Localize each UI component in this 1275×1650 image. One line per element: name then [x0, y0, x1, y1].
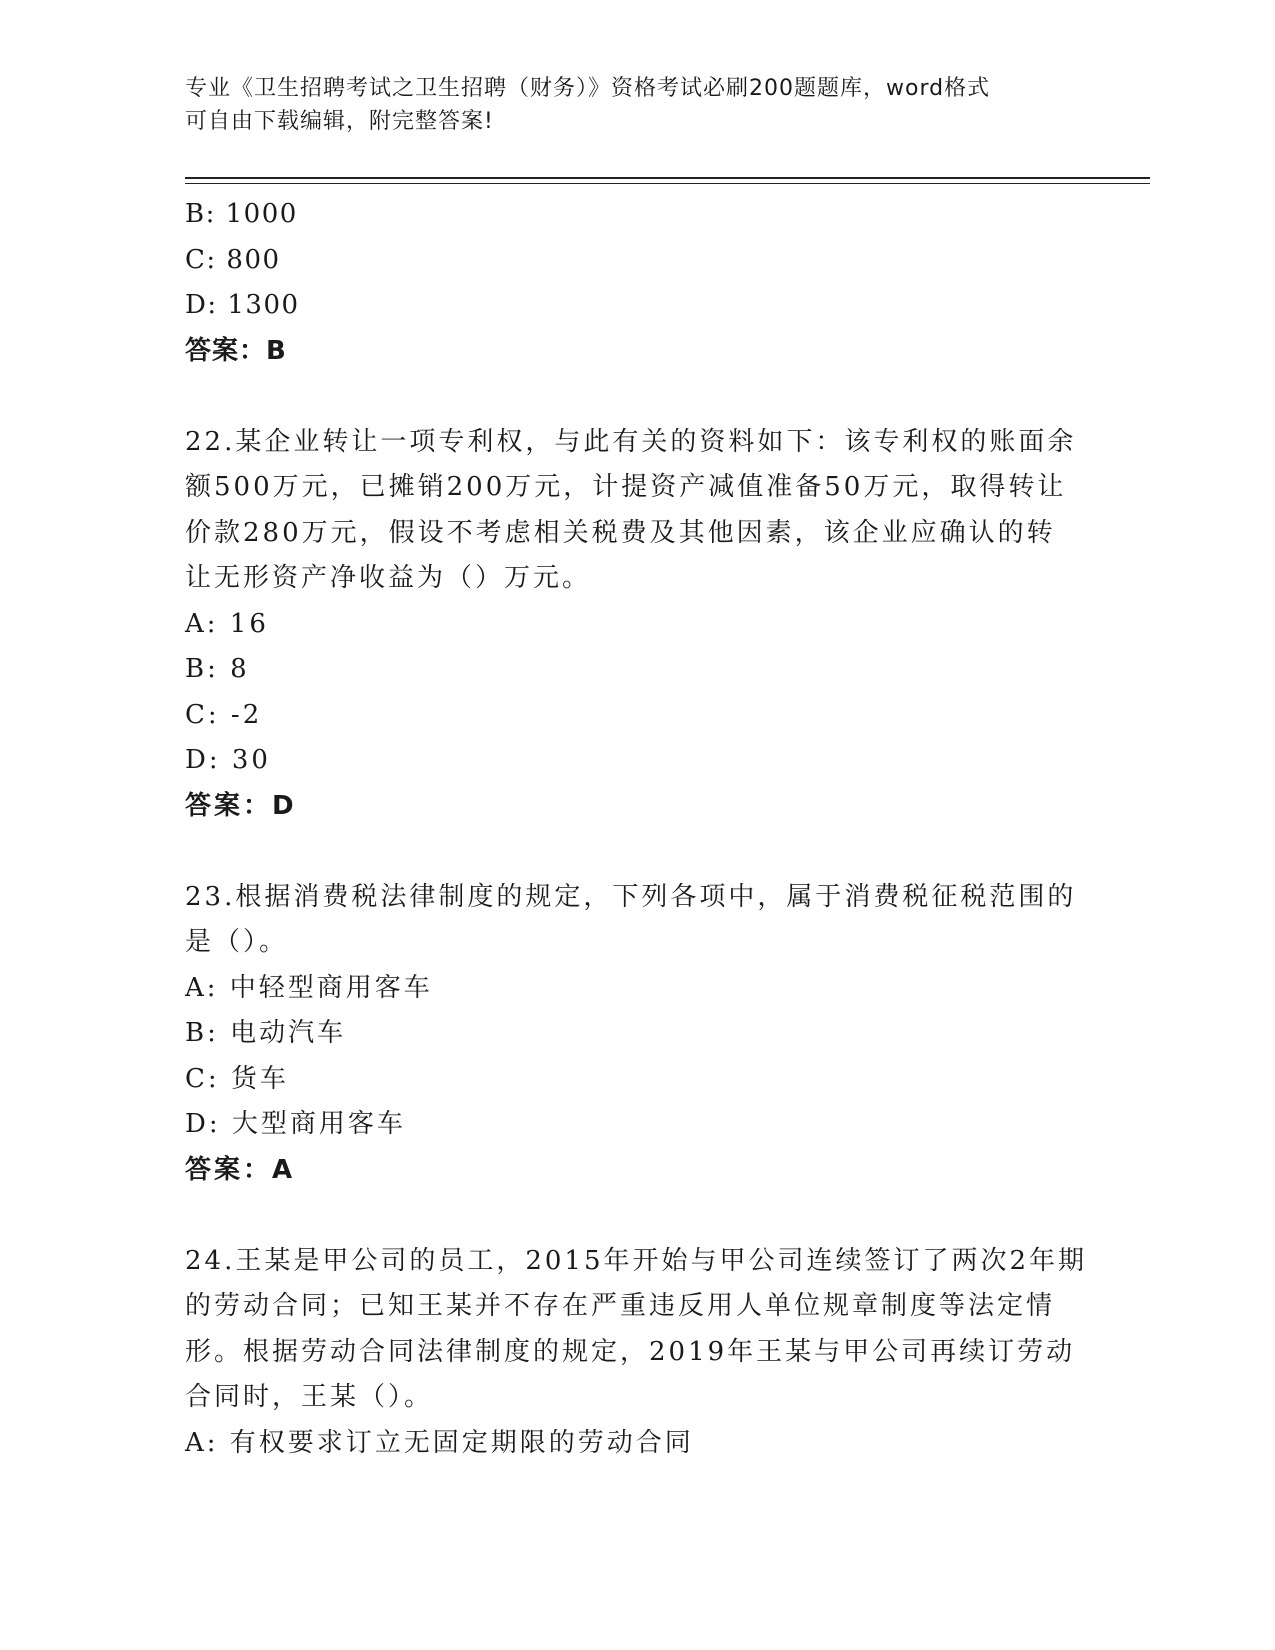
- question-22-answer: 答案：D: [185, 790, 297, 821]
- question-23-option-b: B: 电动汽车: [185, 1018, 347, 1048]
- question-22-text-line: 22.某企业转让一项专利权，与此有关的资料如下：该专利权的账面余: [185, 426, 1077, 457]
- question-24-text-line: 24.王某是甲公司的员工，2015年开始与甲公司连续签订了两次2年期: [185, 1245, 1088, 1276]
- question-21-tail: [185, 192, 1085, 374]
- question-22-option-c: C: -2: [185, 699, 263, 730]
- question-spacer: [185, 374, 1085, 420]
- question-24-text-line: 合同时，王某（）。: [185, 1382, 434, 1412]
- question-22-option-b: B: 8: [185, 654, 250, 684]
- question-23-option-a: A: 中轻型商用客车: [185, 972, 433, 1003]
- question-24-option-a: A: 有权要求订立无固定期限的劳动合同: [185, 1427, 694, 1458]
- question-23-option-c: C: 货车: [185, 1063, 289, 1094]
- document-header: [185, 72, 1065, 138]
- question-21-option-d: D: 1300: [185, 290, 300, 320]
- header-divider-thin: [185, 183, 1150, 184]
- header-title-line-1: 专业《卫生招聘考试之卫生招聘（财务）》资格考试必刷200题题库，word格式: [185, 76, 991, 101]
- document-body: [185, 192, 1088, 1466]
- question-21-option-c: C: 800: [185, 244, 281, 275]
- question-23-answer: 答案：A: [185, 1154, 296, 1185]
- question-21-answer: 答案：B: [185, 335, 287, 366]
- question-22-text-line: 让无形资产净收益为（）万元。: [185, 563, 592, 593]
- question-22-text-line: 额500万元，已摊销200万元，计提资产减值准备50万元，取得转让: [185, 472, 1067, 502]
- header-title-line-2: 可自由下载编辑，附完整答案!: [185, 109, 494, 134]
- question-22-text-line: 价款280万元，假设不考虑相关税费及其他因素，该企业应确认的转: [185, 517, 1056, 548]
- question-24: [185, 1239, 1088, 1467]
- question-24-text-line: 的劳动合同；已知王某并不存在严重违反用人单位规章制度等法定情: [185, 1291, 1056, 1321]
- question-21-option-b: B: 1000: [185, 199, 298, 229]
- question-23-option-d: D: 大型商用客车: [185, 1109, 406, 1139]
- question-23-text-line: 23.根据消费税法律制度的规定，下列各项中，属于消费税征税范围的: [185, 881, 1077, 912]
- question-22: [185, 420, 1085, 830]
- question-22-option-a: A: 16: [185, 608, 269, 639]
- question-23: [185, 875, 1085, 1194]
- header-divider-thick: [185, 177, 1150, 179]
- question-spacer: [185, 829, 1085, 875]
- question-24-text-line: 形。根据劳动合同法律制度的规定，2019年王某与甲公司再续订劳动: [185, 1336, 1076, 1367]
- question-22-option-d: D: 30: [185, 745, 271, 775]
- question-spacer: [185, 1193, 1085, 1239]
- question-23-text-line: 是（）。: [185, 927, 289, 957]
